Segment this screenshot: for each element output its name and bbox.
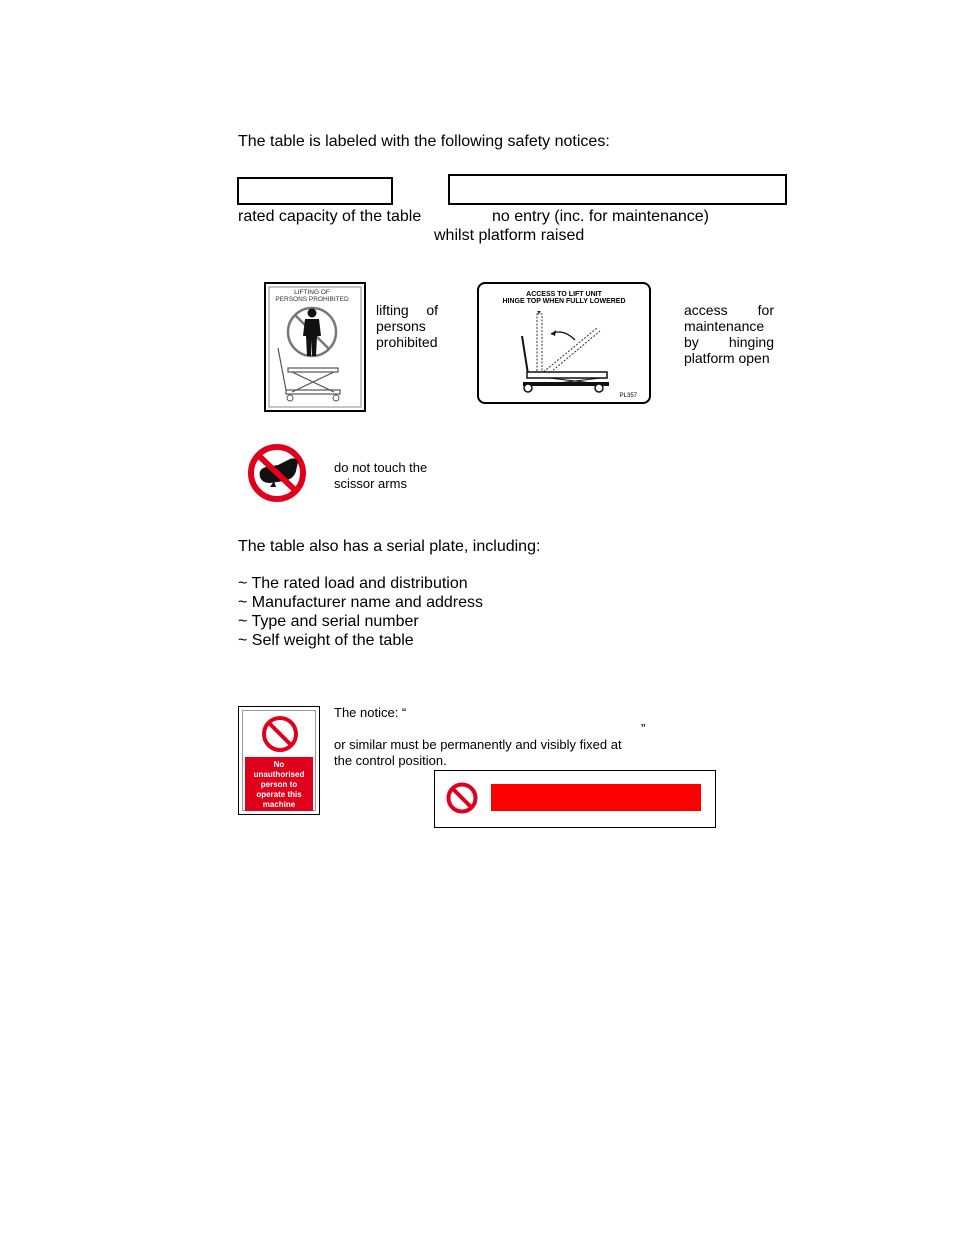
no-entry-caption: no entry (inc. for maintenance) (492, 208, 709, 225)
lifting-sign-label-2: PERSONS PROHIBITED (275, 296, 349, 303)
access-caption-line: access for (684, 302, 774, 318)
access-lift-unit-sign (477, 282, 651, 404)
access-sign-code: PL357 (619, 393, 637, 399)
lifting-prohibited-illustration (266, 284, 364, 410)
scissor-caption (334, 460, 427, 492)
red-banner-bar (491, 784, 701, 811)
intro-text: The table is labeled with the following safety notices: (238, 133, 610, 150)
serial-plate-list (238, 574, 483, 650)
prohibition-icon (445, 781, 479, 815)
scissor-caption-line: scissor arms (334, 476, 407, 491)
capacity-notice-box (237, 177, 393, 205)
access-sign-label-2: HINGE TOP WHEN FULLY LOWERED (502, 298, 626, 305)
scissor-caption-line: do not touch the (334, 460, 428, 475)
access-sign-label-1: ACCESS TO LIFT UNIT (526, 291, 602, 298)
no-entry-notice-box (448, 174, 787, 205)
notice-line-4: the control position. (334, 753, 447, 768)
operator-notice-banner (434, 770, 716, 828)
no-touch-hand-icon (246, 443, 308, 503)
no-unauthorised-operator-sign (238, 706, 320, 815)
operator-sign-text-line: person to (260, 780, 298, 789)
operator-sign-text-line: machine (262, 800, 296, 809)
lifting-caption-line: prohibited (376, 334, 438, 350)
capacity-caption: rated capacity of the table (238, 208, 422, 225)
notice-line-3: or similar must be permanently and visibly fixed at (334, 737, 622, 752)
no-entry-caption-2: whilst platform raised (434, 227, 585, 244)
list-item: ~ Manufacturer name and address (238, 594, 484, 611)
operator-sign-text-line: operate this (256, 790, 302, 799)
access-caption-line: platform open (684, 350, 770, 366)
list-item: ~ The rated load and distribution (238, 575, 468, 592)
prohibition-icon (260, 714, 300, 754)
lifting-sign-label-1: LIFTING OF (294, 289, 330, 296)
list-item: ~ Type and serial number (238, 613, 419, 630)
hinged-platform-illustration (479, 284, 649, 402)
list-item: ~ Self weight of the table (238, 632, 414, 649)
serial-plate-intro: The table also has a serial plate, including: (238, 538, 541, 555)
notice-close-quote: ” (641, 721, 646, 736)
operator-sign-red-panel (245, 757, 313, 811)
operator-sign-text-line: unauthorised (253, 770, 305, 779)
lifting-caption-line: persons (376, 318, 426, 334)
lifting-caption-line: lifting of (376, 302, 438, 318)
access-caption-line: by hinging (684, 334, 774, 350)
lifting-caption (376, 302, 438, 350)
notice-prefix: The notice: “ (334, 705, 407, 720)
access-caption (684, 302, 774, 366)
access-caption-line: maintenance (684, 318, 765, 334)
lifting-prohibited-sign (264, 282, 366, 412)
operator-sign-text-line: No (273, 760, 285, 769)
